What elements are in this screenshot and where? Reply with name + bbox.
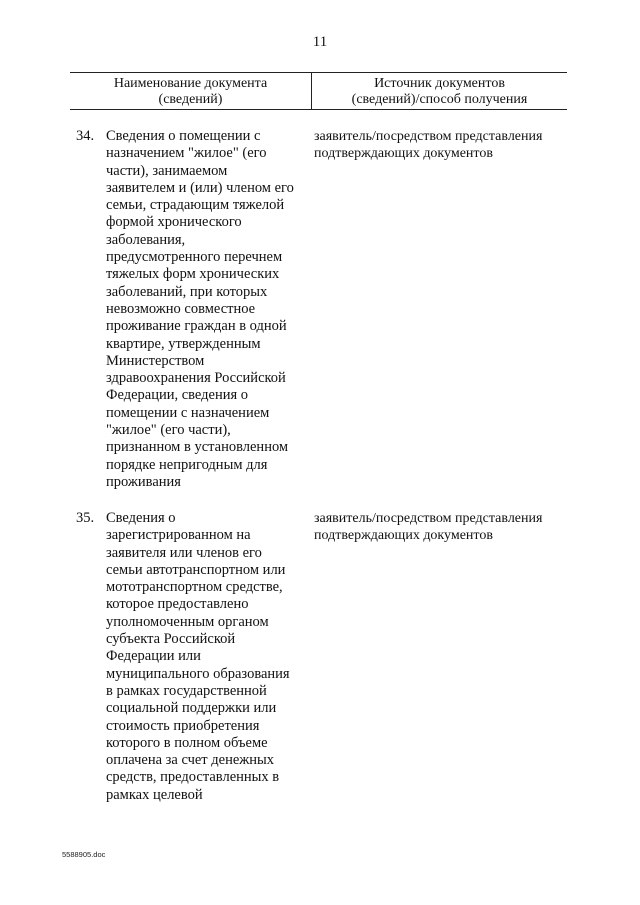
description-line: предусмотренного перечнем — [106, 249, 283, 266]
header-document-name — [70, 76, 311, 108]
description-line: мототранспортном средстве, — [106, 579, 283, 596]
description-line: рамках целевой — [106, 786, 203, 803]
description-line: невозможно совместное — [106, 300, 256, 317]
description-line: заболевания, — [106, 231, 186, 248]
description-line: средств, предоставленных в — [106, 769, 280, 786]
row-description — [106, 510, 306, 804]
description-line: части), занимаемом — [106, 162, 228, 179]
description-line: тяжелых форм хронических — [106, 266, 280, 283]
description-line: проживания — [106, 473, 181, 490]
source-line: подтверждающих документов — [314, 528, 493, 544]
description-line: в рамках государственной — [106, 682, 267, 699]
description-line: стоимость приобретения — [106, 717, 260, 734]
description-line: субъекта Российской — [106, 631, 236, 648]
description-line: здравоохранения Российской — [106, 370, 286, 387]
row-source — [314, 128, 574, 163]
row-number: 35. — [76, 510, 95, 526]
footer-file-name: 5588905.doc — [62, 850, 106, 859]
description-line: оплачена за счет денежных — [106, 752, 275, 769]
description-line: зарегистрированном на — [106, 527, 251, 544]
description-line: Министерством — [106, 352, 205, 369]
description-line: помещении с назначением — [106, 404, 270, 421]
row-number: 34. — [76, 128, 95, 144]
header-document-source — [312, 76, 567, 108]
description-line: заявителем и (или) членом его — [106, 179, 294, 196]
row-source — [314, 510, 574, 545]
header-document-name-line: Наименование документа — [113, 76, 268, 91]
description-line: семьи автотранспортном или — [106, 561, 286, 578]
description-line: уполномоченным органом — [106, 613, 269, 630]
description-line: Сведения о помещении с — [106, 128, 261, 144]
description-line: Федерации, сведения о — [106, 387, 249, 404]
page-number: 11 — [312, 34, 328, 50]
header-document-source-line: Источник документов — [374, 76, 505, 91]
description-line: назначением "жилое" (его — [106, 145, 267, 162]
header-document-source-line: (сведений)/способ получения — [351, 92, 528, 107]
description-line: семьи, страдающим тяжелой — [106, 197, 285, 214]
description-line: муниципального образования — [106, 665, 290, 682]
description-line: Сведения о — [106, 510, 176, 526]
description-line: "жилое" (его части), — [106, 422, 231, 439]
source-line: заявитель/посредством представления — [314, 511, 543, 526]
row-description — [106, 128, 306, 491]
table-header — [70, 72, 567, 110]
description-line: порядке непригодным для — [106, 456, 268, 473]
description-line: заявителя или членов его — [106, 544, 262, 561]
source-line: заявитель/посредством представления — [314, 129, 543, 144]
description-line: социальной поддержки или — [106, 700, 277, 717]
description-line: которого в полном объеме — [106, 734, 268, 751]
description-line: формой хронического — [106, 214, 242, 231]
description-line: Федерации или — [106, 648, 201, 665]
description-line: которое предоставлено — [106, 596, 249, 613]
description-line: квартире, утвержденным — [106, 335, 261, 352]
description-line: признанном в установленном — [106, 439, 289, 456]
description-line: заболеваний, при которых — [106, 283, 268, 300]
description-line: проживание граждан в одной — [106, 318, 287, 335]
header-document-name-line: (сведений) — [158, 92, 223, 107]
source-line: подтверждающих документов — [314, 146, 493, 162]
